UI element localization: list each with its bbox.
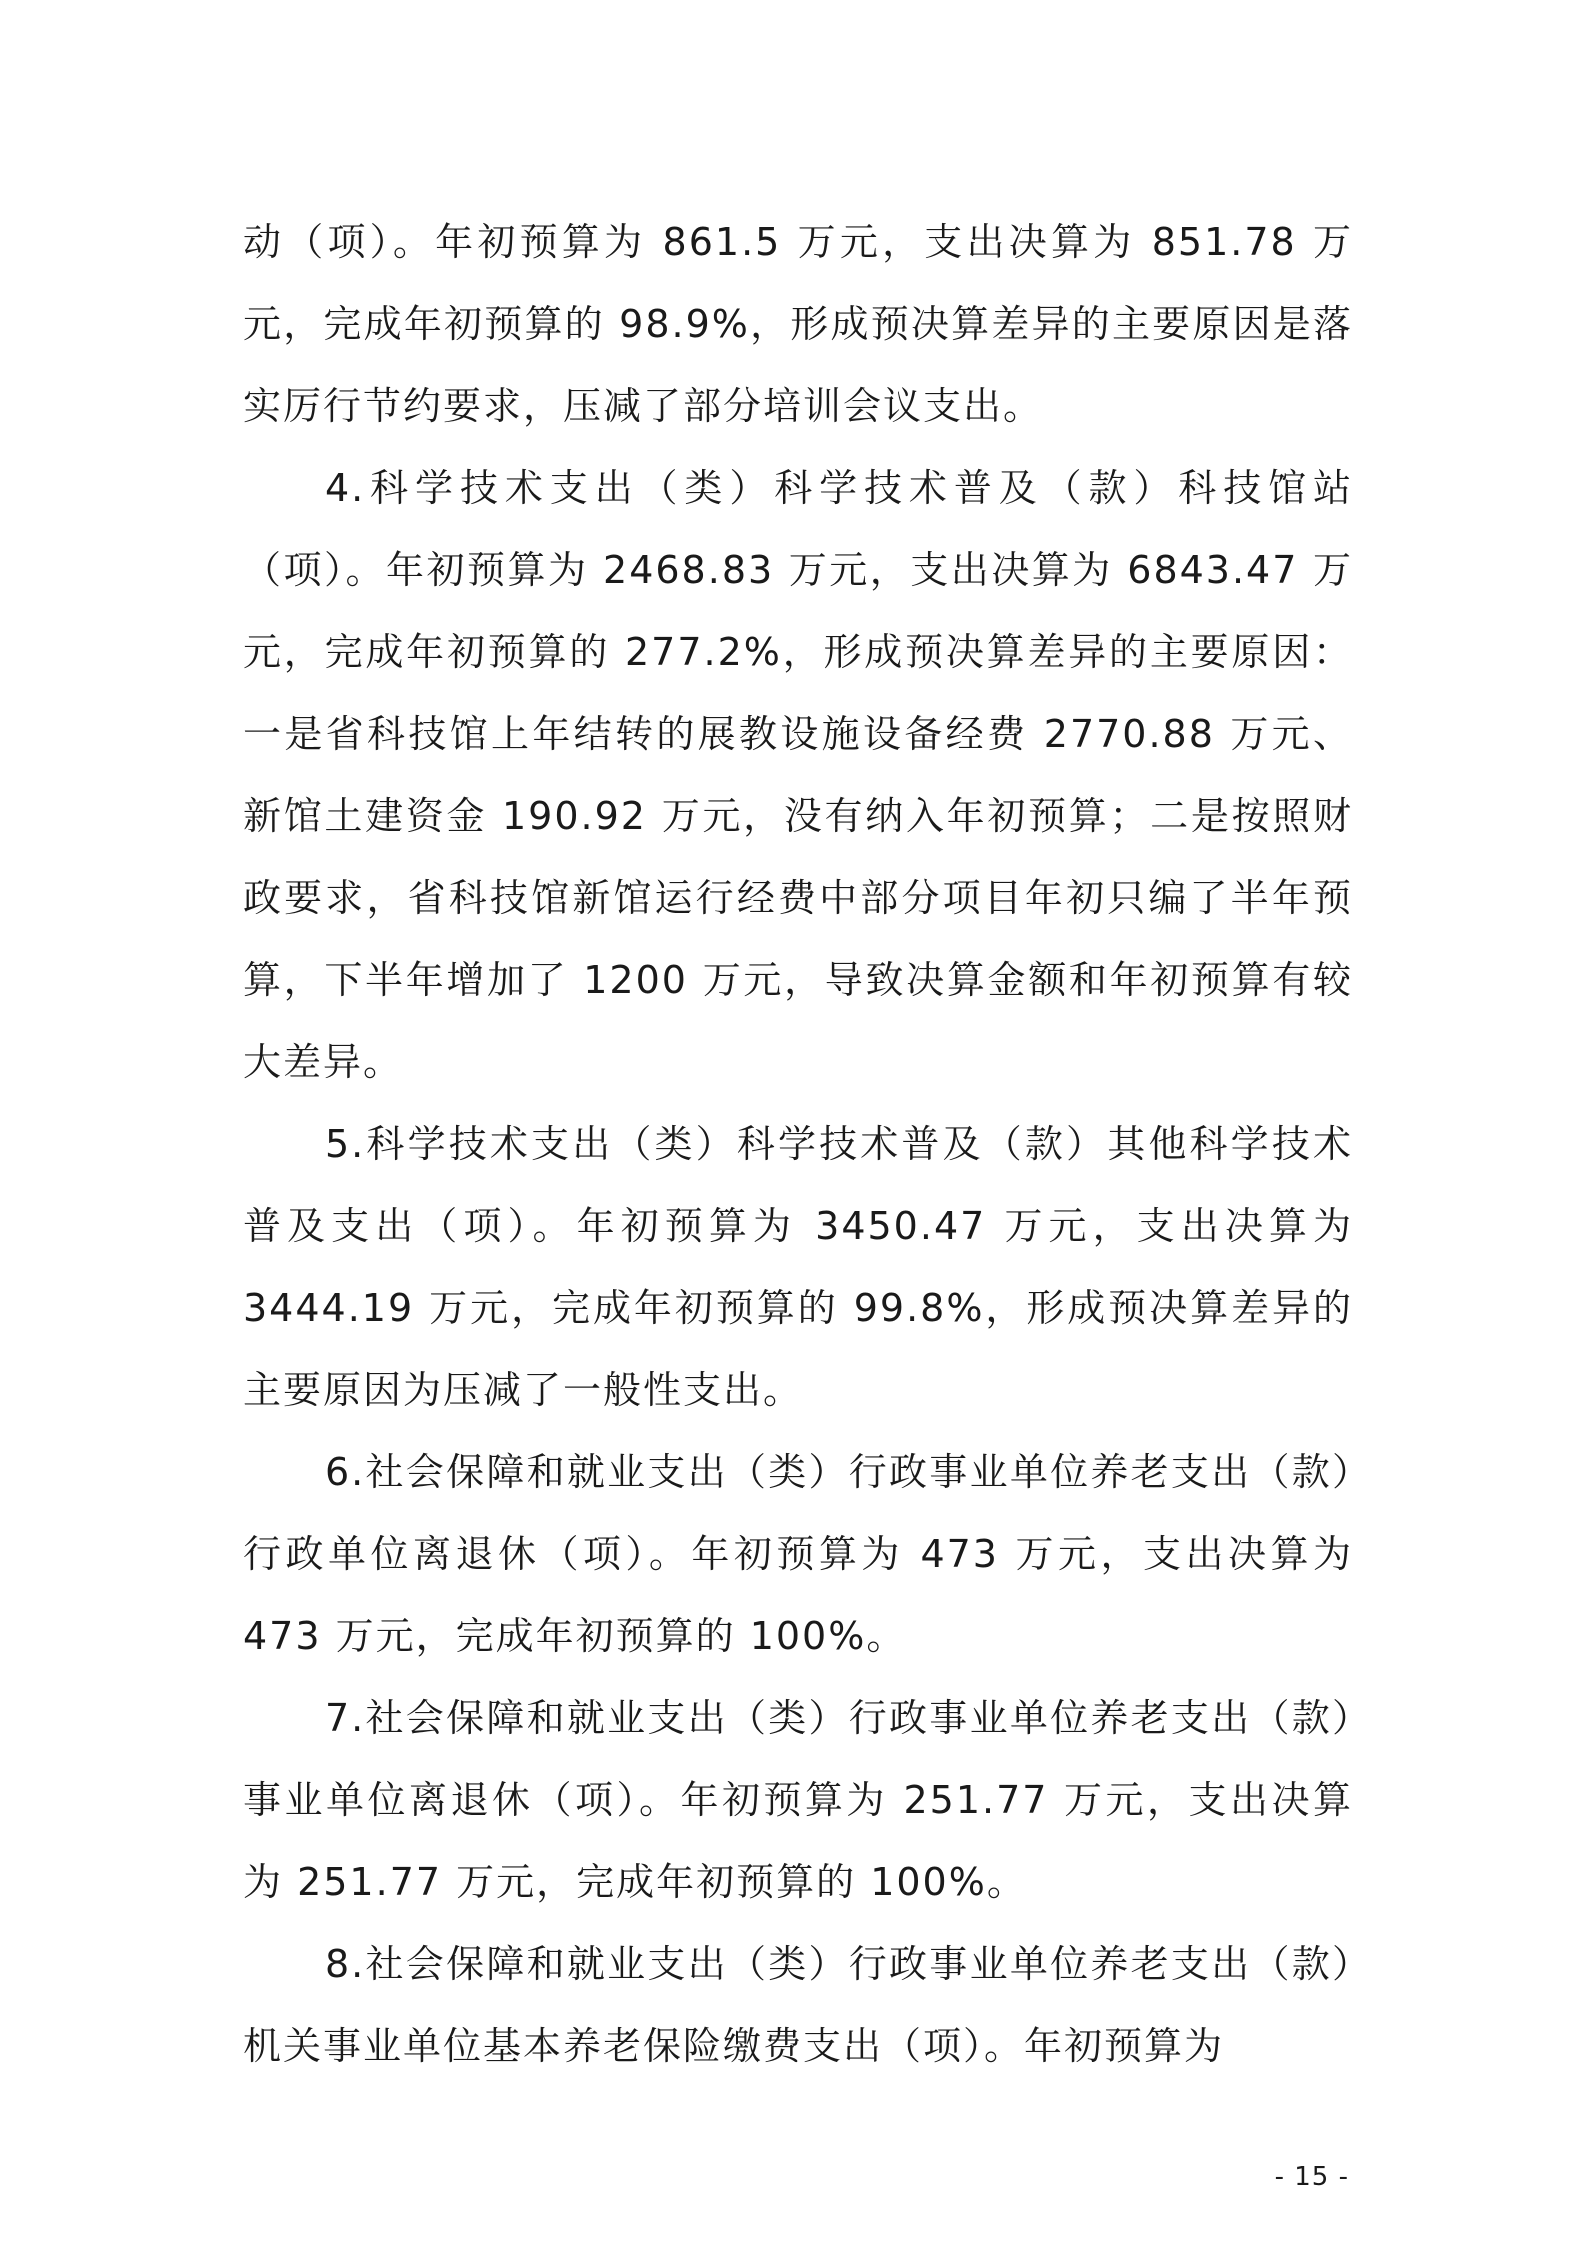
paragraph-item-6: 6.社会保障和就业支出（类）行政事业单位养老支出（款）行政单位离退休（项）。年初预算为 473 万元，支出决算为 473 万元，完成年初预算的 100%。 bbox=[243, 1450, 1353, 1658]
paragraph-item-5: 5.科学技术支出（类）科学技术普及（款）其他科学技术普及支出（项）。年初预算为 3450.47 万元，支出决算为 3444.19 万元，完成年初预算的 99.8%，形成预决算差异的主要原因为压减了一般性支出。 bbox=[243, 1122, 1353, 1412]
body-text bbox=[243, 201, 1353, 2087]
paragraph-item-4: 4.科学技术支出（类）科学技术普及（款）科技馆站（项）。年初预算为 2468.83 万元，支出决算为 6843.47 万元，完成年初预算的 277.2%，形成预决算差异的主要原因：一是省科技馆上年结转的展教设施设备经费 2770.88 万元、新馆土建资金 190.92 万元，没有纳入年初预算；二是按照财政要求，省科技馆新馆运行经费中部分项目年初只编了半年预算，下半年增加了 1200 万元，导致决算金额和年初预算有较大差异。 bbox=[243, 466, 1353, 1084]
paragraph-item-7: 7.社会保障和就业支出（类）行政事业单位养老支出（款）事业单位离退休（项）。年初预算为 251.77 万元，支出决算为 251.77 万元，完成年初预算的 100%。 bbox=[243, 1696, 1353, 1904]
paragraph-continuation: 动（项）。年初预算为 861.5 万元，支出决算为 851.78 万元，完成年初预算的 98.9%，形成预决算差异的主要原因是落实厉行节约要求，压减了部分培训会议支出。 bbox=[243, 220, 1353, 428]
page-number: - 15 - bbox=[1274, 2162, 1349, 2192]
paragraph-item-8: 8.社会保障和就业支出（类）行政事业单位养老支出（款）机关事业单位基本养老保险缴费支出（项）。年初预算为 bbox=[243, 1942, 1353, 2068]
